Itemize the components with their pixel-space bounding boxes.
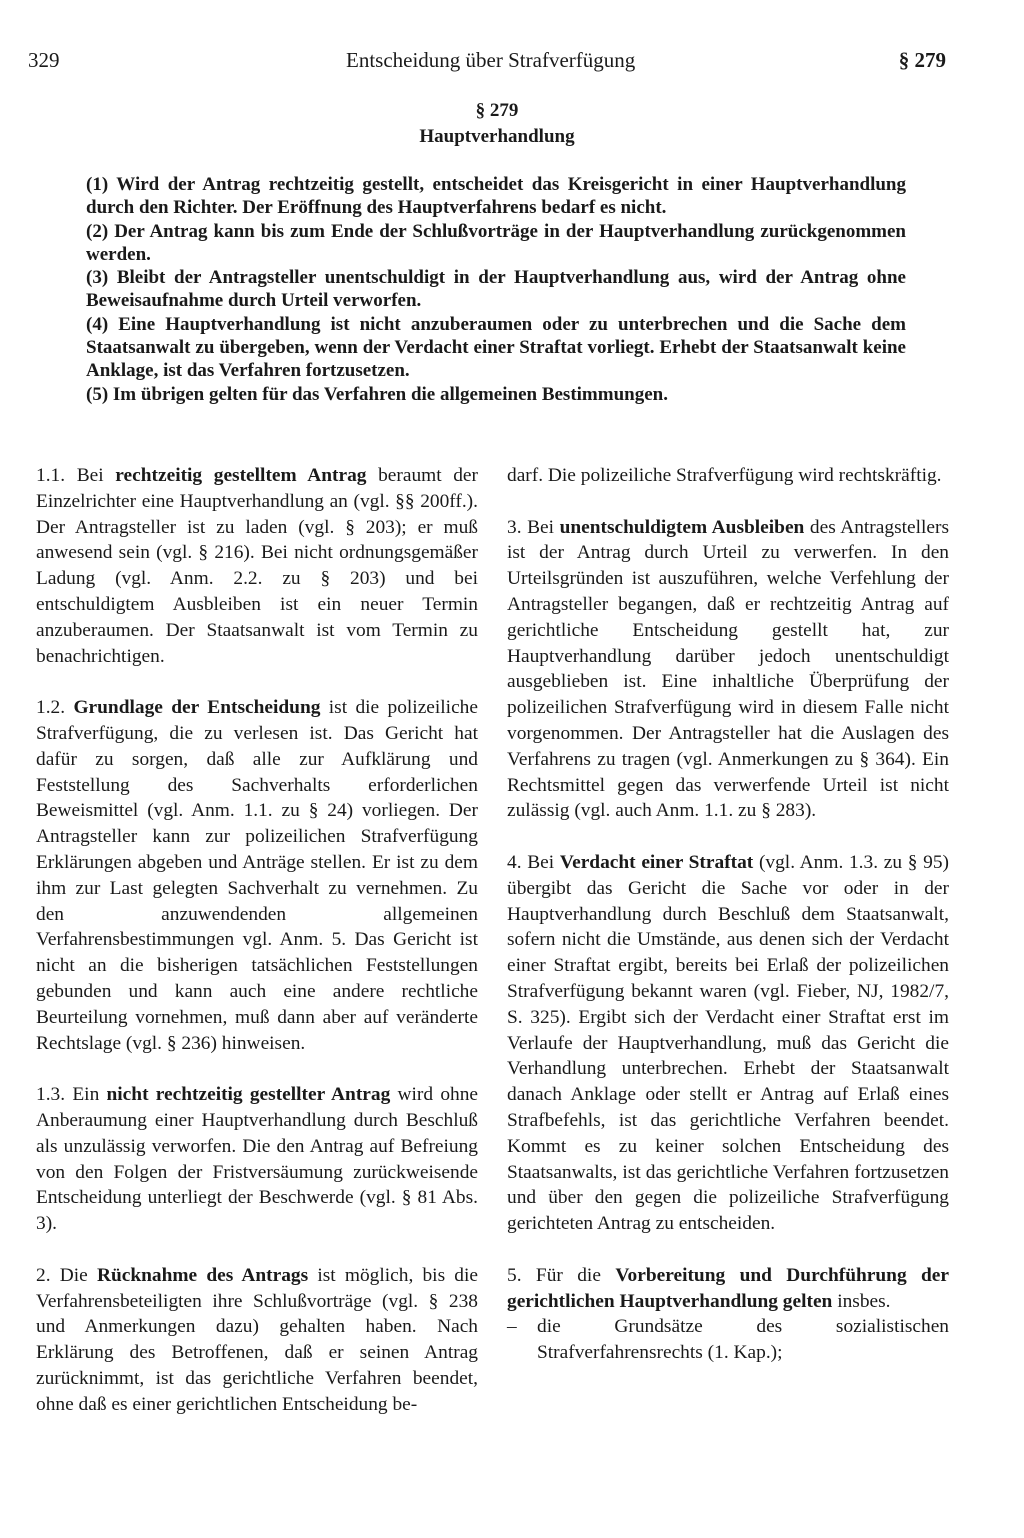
note-1-2 — [36, 695, 478, 1056]
page-number: 329 — [28, 48, 60, 72]
note-text: Bei — [521, 516, 560, 538]
note-text: Bei — [65, 465, 116, 486]
note-text: wird ohne Anberaumung einer Hauptverhandlung durch Beschluß als unzulässig verworfen. Die den Antrag auf Befreiung von den Folgen der Fristversäumung zurückweisende Entscheidung unterliegt der Beschwerde (vgl. § 81 Abs. 3). — [36, 1084, 479, 1235]
note-number: 1.2. — [36, 697, 66, 719]
note-number: 2. — [36, 1264, 51, 1286]
note-number: 3. — [507, 516, 522, 538]
law-paragraph-4: (4) Eine Hauptverhandlung ist nicht anzuberaumen oder zu unterbrechen und die Sache dem Staatsanwalt zu übergeben, wenn der Verdacht einer Straftat vorliegt. Erhebt der Staatsanwalt keine Anklage, ist das Verfahren fortzusetzen. — [86, 313, 906, 382]
note-number: 1.3. — [36, 1084, 66, 1106]
note-keyword: Rücknahme des Antrags — [96, 1264, 309, 1286]
note-1-3 — [36, 1082, 478, 1237]
law-paragraph-2: (2) Der Antrag kann bis zum Ende der Schlußvorträge in der Hauptverhandlung zurückgenommen werden. — [86, 220, 906, 265]
note-number: 1.1. — [36, 465, 66, 486]
note-2 — [36, 1263, 478, 1418]
note-text: des Antragstellers ist der Antrag durch Urteil zu verwerfen. In den Urteilsgründen ist auszuführen, welche Verfehlung der Antragsteller begangen, daß er rechtzeitig Antrag auf gerichtliche Entscheidung gestellt hat, zur Hauptverhandlung darüber jedoch unentschuldigt ausgeblieben ist. Eine inhaltliche Überprüfung der polizeilichen Strafverfügung wird in diesem Falle nicht vorgenommen. Der Antragsteller hat die Auslagen des Verfahrens zu tragen (vgl. Anmerkungen zu § 364). Ein Rechtsmittel gegen das verwerfende Urteil ist nicht zulässig (vgl. auch Anm. 1.1. zu § 283). — [507, 516, 949, 822]
law-paragraph-3: (3) Bleibt der Antragsteller unentschuldigt in der Hauptverhandlung aus, wird der Antrag ohne Beweisaufnahme durch Urteil verworfen. — [86, 267, 906, 312]
note-text: ist möglich, bis die Verfahrensbeteiligten ihre Schlußvorträge (vgl. § 238 und Anmerkungen dazu) gehalten haben. Nach Erklärung des Betroffenen, daß er seinen Antrag zurücknimmt, ist das gerichtliche Verfahren beendet, ohne daß es einer gerichtlichen Entscheidung be- — [36, 1264, 478, 1415]
note-keyword: Grundlage der Entscheidung — [65, 697, 321, 719]
note-number: 4. — [507, 851, 522, 873]
note-keyword: nicht rechtzeitig gestellter Antrag — [106, 1084, 391, 1106]
header-section-ref: § 279 — [898, 48, 946, 72]
law-text — [86, 173, 906, 406]
note-text: beraumt der Einzelrichter eine Hauptverhandlung an (vgl. §§ 200ff.). Der Antragsteller ist zu laden (vgl. § 203); er muß anwesend sein (vgl. § 216). Bei nicht ordnungsgemäßer Ladung (vgl. Anm. 2.2. zu § 203) und bei entschuldigtem Ausbleiben ist ein neuer Termin anzuberaumen. Der Staatsanwalt ist vom Termin zu benachrichtigen. — [36, 465, 478, 667]
law-paragraph-5: (5) Im übrigen gelten für das Verfahren die allgemeinen Bestimmungen. — [86, 383, 668, 405]
note-text: insbes. — [832, 1290, 891, 1312]
dash-bullet: – — [507, 1316, 517, 1338]
commentary-right-column — [507, 463, 949, 1366]
running-title: Entscheidung über Strafverfügung — [346, 48, 636, 72]
law-paragraph-1: (1) Wird der Antrag rechtzeitig gestellt, entscheidet das Kreisgericht in einer Hauptverhandlung durch den Richter. Der Eröffnung des Hauptverfahrens bedarf es nicht. — [86, 174, 906, 219]
note-text: (vgl. Anm. 1.3. zu § 95) übergibt das Gericht die Sache vor oder in der Hauptverhandlung durch Beschluß dem Staatsanwalt, sofern nicht die Umstände, aus denen sich der Verdacht einer Straftat ergibt, bereits bei Erlaß der polizeilichen Strafverfügung bekannt waren (vgl. Fieber, NJ, 1982/7, S. 325). Ergibt sich der Verdacht einer Straftat erst im Verlaufe der Hauptverhandlung, muß das Gericht die Verhandlung unterbrechen. Erhebt der Staatsanwalt danach Anklage oder stellt er Antrag auf Erlaß eines Strafbefehls, ist das gerichtliche Verfahren beendet. Kommt es zu keiner solchen Entscheidung des Staatsanwalts, ist das gerichtliche Verfahren fortzusetzen und über den gegen die polizeiliche Strafverfügung gerichteten Antrag zu entscheiden. — [507, 851, 949, 1235]
note-4 — [507, 850, 949, 1237]
note-text: ist die polizeiliche Strafverfügung, die zu verlesen ist. Das Gericht hat dafür zu sorgen, daß alle zur Aufklärung und Feststellung des Sachverhalts erforderlichen Beweismittel (vgl. Anm. 1.1. zu § 24) vorliegen. Der Antragsteller kann zur polizeilichen Strafverfügung Erklärungen abgeben und Anträge stellen. Er ist zu dem ihm zur Last gelegten Sachverhalt zu vernehmen. Zu den anzuwendenden allgemeinen Verfahrensbestimmungen vgl. Anm. 5. Das Gericht ist nicht an die bisherigen tatsächlichen Feststellungen gebunden und kann auch eine andere rechtliche Beurteilung vornehmen, muß dann aber auf veränderte Rechtslage (vgl. § 236) hinweisen. — [36, 697, 478, 1054]
note-number: 5. — [507, 1264, 522, 1286]
note-text: Die — [50, 1264, 97, 1286]
note-1-1 — [36, 463, 478, 669]
note-text: Ein — [65, 1084, 107, 1106]
section-number: § 279 — [475, 100, 519, 121]
note-keyword: unentschuldigtem Ausbleiben — [559, 516, 805, 538]
note-keyword: rechtzeitig gestelltem Antrag — [115, 465, 367, 486]
note-2-continued: darf. Die polizeiliche Strafverfügung wird rechtskräftig. — [507, 465, 942, 486]
note-text: Bei — [521, 851, 560, 873]
note-3 — [507, 515, 949, 825]
section-title: Hauptverhandlung — [419, 126, 575, 147]
list-item-text: die Grundsätze des sozialistischen Strafverfahrensrechts (1. Kap.); — [537, 1316, 949, 1364]
note-text: Für die — [521, 1264, 616, 1286]
note-5 — [507, 1263, 949, 1315]
list-item — [507, 1314, 949, 1366]
commentary-left-column — [36, 463, 478, 1417]
note-keyword: Vorbereitung und Durchführung der gerichtlichen Hauptverhandlung gelten — [507, 1264, 950, 1312]
note-keyword: Verdacht einer Straftat — [559, 851, 754, 873]
